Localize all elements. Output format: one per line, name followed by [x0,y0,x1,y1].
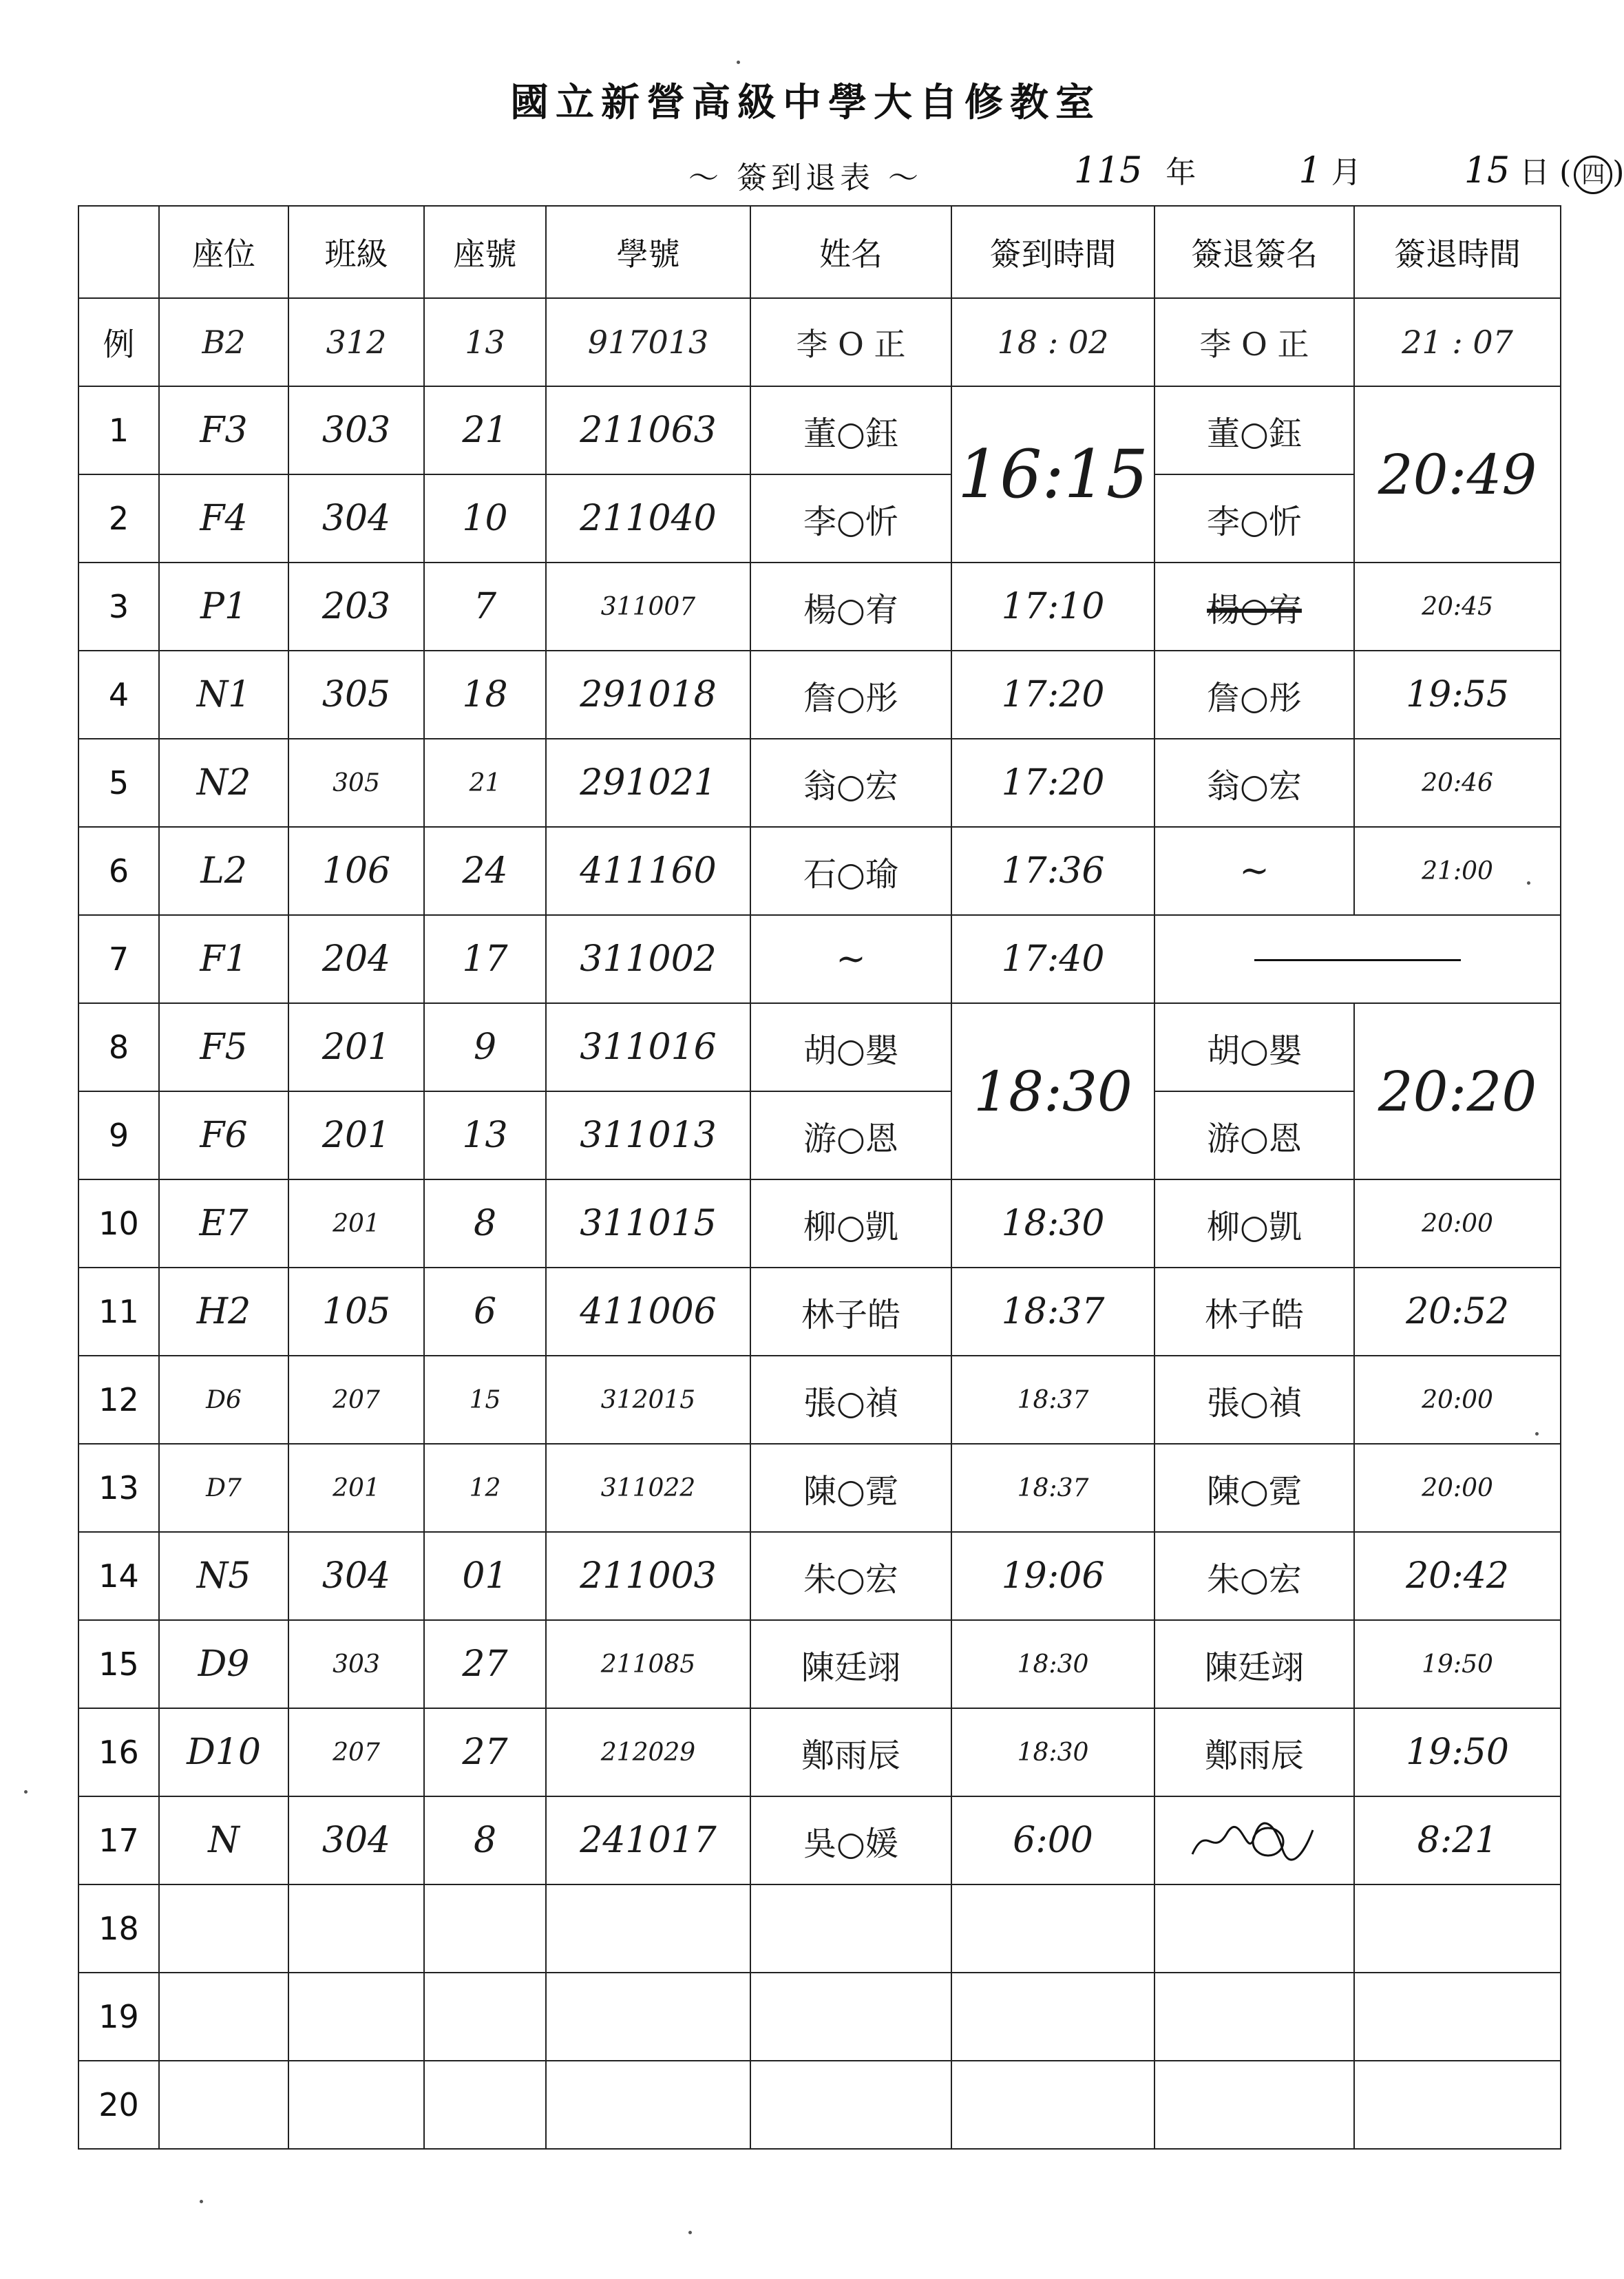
number-cell [424,1884,546,1973]
seat-cell [159,2061,288,2149]
col-seat: 座位 [159,206,288,298]
student-id-cell: 212029 [546,1708,750,1796]
student-id-cell: 211003 [546,1532,750,1620]
example-name: 李 O 正 [750,298,951,386]
checkin-cell [951,2061,1154,2149]
signout-name-cell: 詹○彤 [1154,651,1354,739]
row-index: 8 [78,1003,159,1091]
table-row [78,2061,1561,2149]
row-index: 6 [78,827,159,915]
row-index: 13 [78,1444,159,1532]
date-month: 1 [1298,150,1322,191]
seat-cell: P1 [159,563,288,651]
student-id-cell: 311013 [546,1091,750,1179]
seat-cell: D10 [159,1708,288,1796]
name-cell: 董○鈺 [750,386,951,474]
example-seat: B2 [159,298,288,386]
seat-cell [159,1973,288,2061]
student-id-cell: 291018 [546,651,750,739]
name-cell: 朱○宏 [750,1532,951,1620]
seat-cell: D9 [159,1620,288,1708]
checkin-cell [951,1973,1154,2061]
seat-cell: F3 [159,386,288,474]
name-cell: 吳○媛 [750,1796,951,1884]
student-id-cell: 411160 [546,827,750,915]
checkout-cell: 21:00 [1354,827,1561,915]
number-cell: 17 [424,915,546,1003]
number-cell: 13 [424,1091,546,1179]
checkin-cell: 17:10 [951,563,1154,651]
checkin-time-merged: 18:30 [973,1059,1132,1124]
checkout-time-merged: 20:20 [1378,1059,1537,1124]
class-cell: 305 [288,651,424,739]
name-cell: 翁○宏 [750,739,951,827]
student-id-cell: 211040 [546,474,750,563]
student-id-cell: 311016 [546,1003,750,1091]
number-cell: 24 [424,827,546,915]
number-cell: 10 [424,474,546,563]
signout-name-cell: 鄭雨辰 [1154,1708,1354,1796]
seat-cell: F6 [159,1091,288,1179]
table-row [78,1444,1561,1532]
checkout-cell: 20:00 [1354,1356,1561,1444]
name-cell: 楊○宥 [750,563,951,651]
name-cell [750,1973,951,2061]
row-index: 12 [78,1356,159,1444]
student-id-cell [546,2061,750,2149]
checkout-cell: 20:52 [1354,1268,1561,1356]
table-row [78,563,1561,651]
date-line [1074,147,1624,194]
example-row [78,298,1561,386]
row-index: 20 [78,2061,159,2149]
signout-name-cell: ~ [1154,827,1354,915]
table-row [78,1356,1561,1444]
checkout-cell: 19:55 [1354,651,1561,739]
seat-cell: L2 [159,827,288,915]
seat-cell: N [159,1796,288,1884]
checkout-cell: 20:00 [1354,1179,1561,1268]
student-id-cell: 211063 [546,386,750,474]
row-index: 2 [78,474,159,563]
name-cell: 詹○彤 [750,651,951,739]
student-id-cell [546,1884,750,1973]
table-row [78,739,1561,827]
name-cell: 胡○嬰 [750,1003,951,1091]
checkin-cell: 18:37 [951,1356,1154,1444]
student-id-cell: 411006 [546,1268,750,1356]
checkin-cell: 17:36 [951,827,1154,915]
class-cell: 304 [288,1796,424,1884]
number-cell: 27 [424,1620,546,1708]
signout-name-cell: 董○鈺 [1154,386,1354,474]
table-row [78,827,1561,915]
checkout-cell: 20:42 [1354,1532,1561,1620]
signout-name-cell: 林子皓 [1154,1268,1354,1356]
example-student-id: 917013 [546,298,750,386]
number-cell: 8 [424,1796,546,1884]
weekday-circle: 四 [1574,156,1612,194]
form-subtitle: ～ 簽到退表 ～ [688,160,922,196]
class-cell: 303 [288,386,424,474]
seat-cell: F4 [159,474,288,563]
signout-scribble-cell [1154,1796,1354,1884]
name-cell: 李○忻 [750,474,951,563]
seat-cell: F5 [159,1003,288,1091]
row-index: 3 [78,563,159,651]
signout-name-cell: 翁○宏 [1154,739,1354,827]
seat-cell: F1 [159,915,288,1003]
table-row [78,1884,1561,1973]
seat-cell: D7 [159,1444,288,1532]
checkout-cell [1354,1884,1561,1973]
checkout-cell: 19:50 [1354,1708,1561,1796]
number-cell: 12 [424,1444,546,1532]
row-index: 16 [78,1708,159,1796]
row-index: 10 [78,1179,159,1268]
scan-speck [1527,881,1530,885]
table-row [78,1796,1561,1884]
name-cell: 張○禎 [750,1356,951,1444]
row-index: 18 [78,1884,159,1973]
checkin-cell: 18:37 [951,1268,1154,1356]
example-label: 例 [78,298,159,386]
student-id-cell: 311002 [546,915,750,1003]
example-signout-name: 李 O 正 [1154,298,1354,386]
name-cell: 陳○霓 [750,1444,951,1532]
checkout-time-merged: 20:49 [1378,442,1537,507]
checkout-cell [1354,1973,1561,2061]
checkout-cell: 20:45 [1354,563,1561,651]
checkin-cell: 17:40 [951,915,1154,1003]
checkout-cell: 19:50 [1354,1620,1561,1708]
class-cell: 204 [288,915,424,1003]
student-id-cell: 241017 [546,1796,750,1884]
checkin-cell: 18:30 [951,1708,1154,1796]
number-cell: 7 [424,563,546,651]
number-cell: 01 [424,1532,546,1620]
checkin-cell: 17:20 [951,651,1154,739]
class-cell: 201 [288,1179,424,1268]
signout-name-cell [1154,1884,1354,1973]
checkout-cell-merged [1354,386,1561,563]
checkin-cell: 18:37 [951,1444,1154,1532]
table-row [78,1532,1561,1620]
class-cell [288,1973,424,2061]
number-cell [424,1973,546,2061]
date-year: 115 [1074,150,1143,191]
col-index [78,206,159,298]
checkin-cell: 6:00 [951,1796,1154,1884]
seat-cell: E7 [159,1179,288,1268]
date-day-label: 日 [1519,155,1550,190]
class-cell: 305 [288,739,424,827]
table-row [78,915,1561,1003]
header-row [78,206,1561,298]
checkout-cell: 20:00 [1354,1444,1561,1532]
checkin-cell-merged [951,1003,1154,1179]
table-row [78,386,1561,474]
student-id-cell: 311007 [546,563,750,651]
class-cell: 201 [288,1444,424,1532]
checkout-cell-merged [1354,1003,1561,1179]
checkin-cell: 18:30 [951,1620,1154,1708]
col-name: 姓名 [750,206,951,298]
number-cell: 6 [424,1268,546,1356]
dash-line [1254,959,1461,961]
weekday-open: ( [1559,155,1572,190]
seat-cell: H2 [159,1268,288,1356]
class-cell: 303 [288,1620,424,1708]
signout-name-cell: 張○禎 [1154,1356,1354,1444]
seat-cell: N5 [159,1532,288,1620]
number-cell: 9 [424,1003,546,1091]
checkout-cell [1354,2061,1561,2149]
col-student-id: 學號 [546,206,750,298]
weekday-close: ) [1612,155,1624,190]
col-checkin-time: 簽到時間 [951,206,1154,298]
number-cell: 8 [424,1179,546,1268]
signout-name-cell [1154,2061,1354,2149]
class-cell: 105 [288,1268,424,1356]
name-cell [750,2061,951,2149]
checkin-cell: 19:06 [951,1532,1154,1620]
seat-cell [159,1884,288,1973]
example-number: 13 [424,298,546,386]
table-row [78,1708,1561,1796]
name-cell [750,1884,951,1973]
row-index: 15 [78,1620,159,1708]
class-cell: 201 [288,1091,424,1179]
student-id-cell: 311022 [546,1444,750,1532]
checkout-cell: 20:46 [1354,739,1561,827]
scan-speck [688,2231,692,2234]
table-row [78,1179,1561,1268]
row-index: 7 [78,915,159,1003]
signout-name-cell: 柳○凱 [1154,1179,1354,1268]
number-cell: 21 [424,739,546,827]
name-cell: ~ [750,915,951,1003]
number-cell: 27 [424,1708,546,1796]
number-cell: 18 [424,651,546,739]
date-day: 15 [1464,150,1510,191]
col-signout-name: 簽退簽名 [1154,206,1354,298]
row-index: 11 [78,1268,159,1356]
seat-cell: N2 [159,739,288,827]
row-index: 14 [78,1532,159,1620]
scan-speck [737,61,740,64]
scan-speck [200,2200,203,2203]
signout-name-cell: 陳廷翊 [1154,1620,1354,1708]
date-month-label: 月 [1331,155,1362,190]
signout-dash-cell [1154,915,1561,1003]
name-cell: 陳廷翊 [750,1620,951,1708]
checkin-cell [951,1884,1154,1973]
name-cell: 林子皓 [750,1268,951,1356]
signin-table [78,205,1561,2150]
table-row [78,1003,1561,1091]
class-cell: 106 [288,827,424,915]
example-class: 312 [288,298,424,386]
table-row [78,1091,1561,1179]
checkin-cell: 18:30 [951,1179,1154,1268]
row-index: 5 [78,739,159,827]
row-index: 19 [78,1973,159,2061]
class-cell: 304 [288,474,424,563]
date-year-label: 年 [1166,155,1196,190]
signout-name-cell: 楊○宥 [1154,563,1354,651]
class-cell: 304 [288,1532,424,1620]
table-row [78,1268,1561,1356]
checkout-cell: 8:21 [1354,1796,1561,1884]
seat-cell: D6 [159,1356,288,1444]
class-cell: 203 [288,563,424,651]
signout-name-cell: 游○恩 [1154,1091,1354,1179]
seat-cell: N1 [159,651,288,739]
student-id-cell: 312015 [546,1356,750,1444]
col-checkout-time: 簽退時間 [1354,206,1561,298]
signout-name-cell: 陳○霓 [1154,1444,1354,1532]
example-checkout: 21 : 07 [1354,298,1561,386]
signout-name-cell: 胡○嬰 [1154,1003,1354,1091]
checkin-time-merged: 16:15 [958,436,1148,513]
student-id-cell: 311015 [546,1179,750,1268]
col-class: 班級 [288,206,424,298]
row-index: 9 [78,1091,159,1179]
scan-speck [1535,1432,1539,1436]
class-cell: 207 [288,1356,424,1444]
name-cell: 石○瑜 [750,827,951,915]
name-cell: 游○恩 [750,1091,951,1179]
row-index: 1 [78,386,159,474]
number-cell: 15 [424,1356,546,1444]
table-row [78,1620,1561,1708]
row-index: 4 [78,651,159,739]
scan-speck [24,1790,28,1794]
number-cell [424,2061,546,2149]
col-number: 座號 [424,206,546,298]
class-cell [288,1884,424,1973]
student-id-cell: 291021 [546,739,750,827]
number-cell: 21 [424,386,546,474]
table-row [78,651,1561,739]
table-row [78,1973,1561,2061]
signout-name-cell: 朱○宏 [1154,1532,1354,1620]
scribble-signature [1185,1820,1323,1861]
signout-name-cell [1154,1973,1354,2061]
row-index: 17 [78,1796,159,1884]
checkin-cell-merged [951,386,1154,563]
class-cell [288,2061,424,2149]
name-cell: 鄭雨辰 [750,1708,951,1796]
example-checkin: 18 : 02 [951,298,1154,386]
class-cell: 207 [288,1708,424,1796]
student-id-cell [546,1973,750,2061]
name-cell: 柳○凱 [750,1179,951,1268]
table-row [78,474,1561,563]
student-id-cell: 211085 [546,1620,750,1708]
signout-name-cell: 李○忻 [1154,474,1354,563]
class-cell: 201 [288,1003,424,1091]
page-title: 國立新營高級中學大自修教室 [510,80,1101,125]
checkin-cell: 17:20 [951,739,1154,827]
